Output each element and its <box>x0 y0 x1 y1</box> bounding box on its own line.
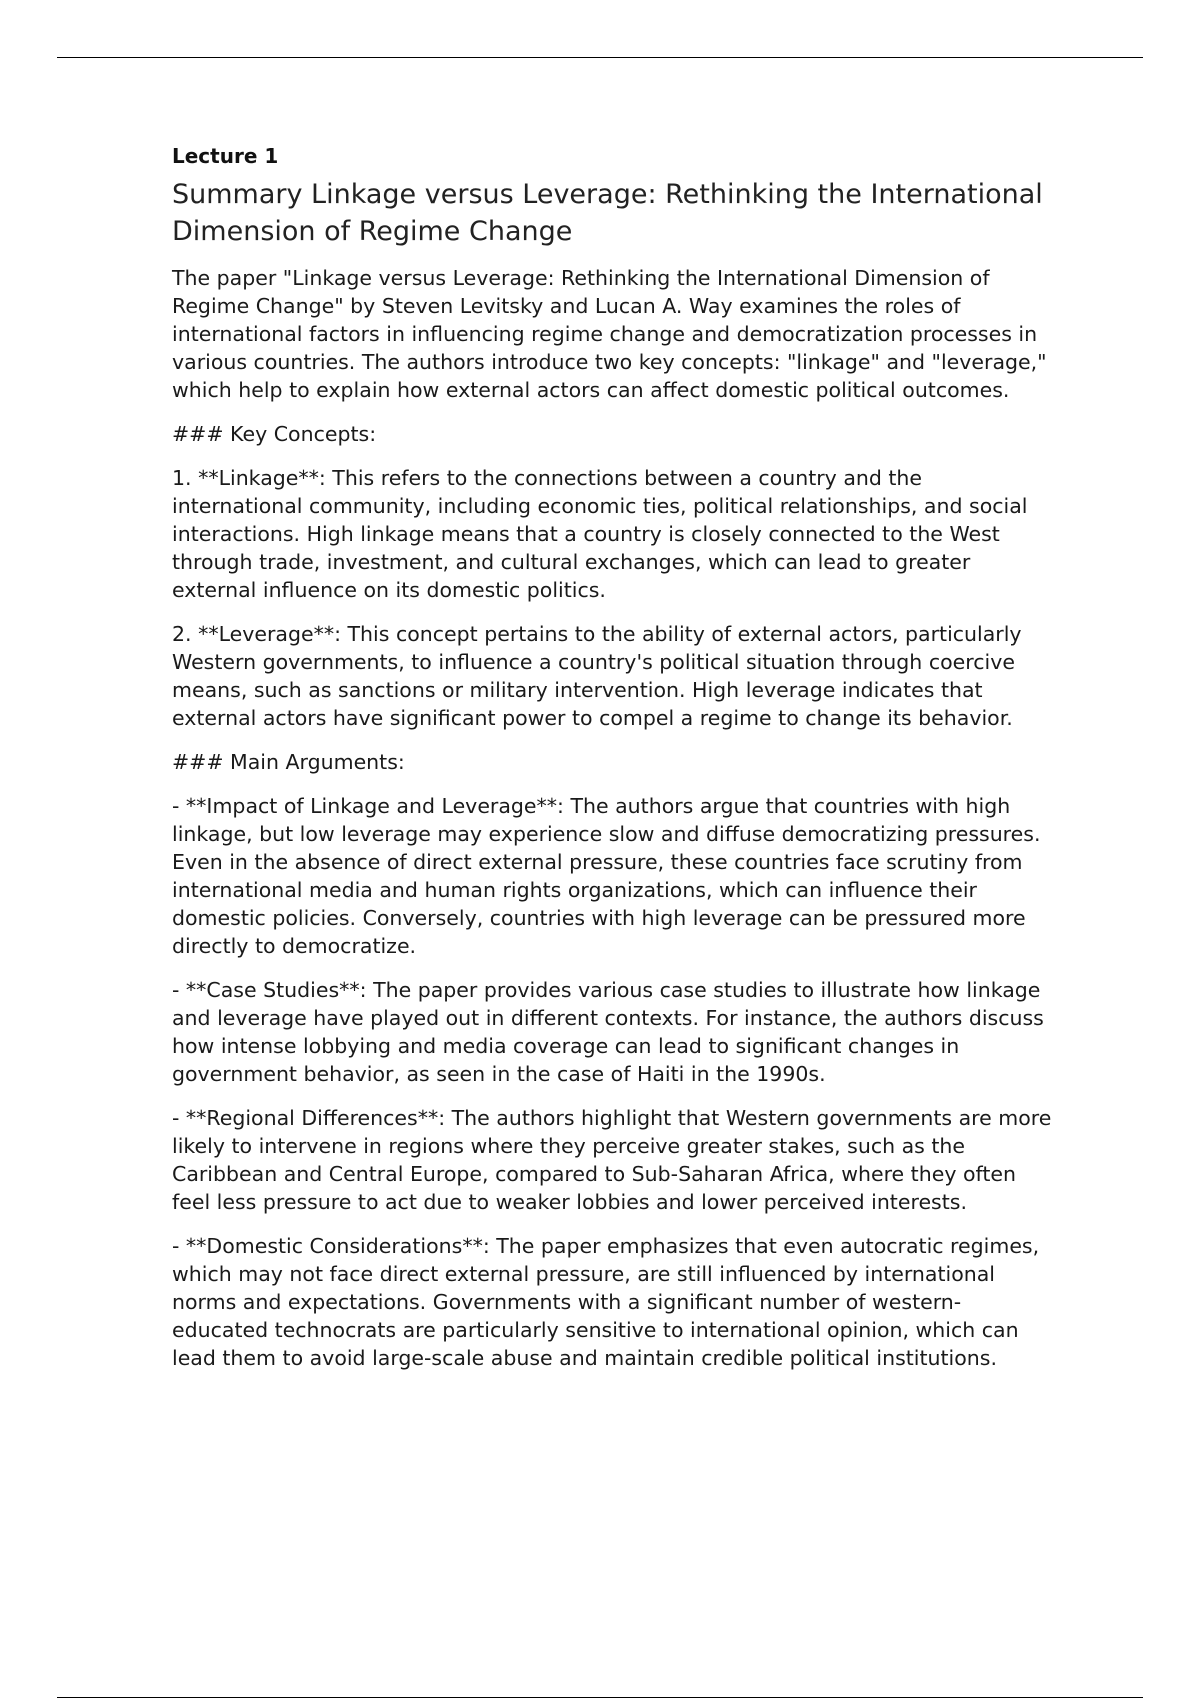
paragraph-intro: The paper "Linkage versus Leverage: Rethinking the International Dimension of Regime Change" by Steven Levitsky and Lucan A. Way examines the roles of international factors in influencing regime change and democratization processes in various countries. The authors introduce two key concepts: "linkage" and "leverage," which help to explain how external actors can affect domestic political outcomes. <box>172 266 1047 402</box>
paragraph-linkage: 1. **Linkage**: This refers to the connections between a country and the international community, including economic ties, political relationships, and social interactions. High linkage means that a country is closely connected to the West through trade, investment, and cultural exchanges, which can lead to greater external influence on its domestic politics. <box>172 466 1028 602</box>
heading-main-arguments: ### Main Arguments: <box>172 750 405 774</box>
bottom-rule <box>57 1697 1143 1698</box>
paragraph-case-studies: - **Case Studies**: The paper provides various case studies to illustrate how linkage and leverage have played out in different contexts. For instance, the authors discuss how intense lobbying and media coverage can lead to significant changes in government behavior, as seen in the case of Haiti in the 1990s. <box>172 978 1044 1086</box>
paragraph-leverage: 2. **Leverage**: This concept pertains to the ability of external actors, particularly Western governments, to influence a country's political situation through coercive means, such as sanctions or military intervention. High leverage indicates that external actors have significant power to compel a regime to change its behavior. <box>172 622 1022 730</box>
document-body <box>172 142 1052 1388</box>
paragraph-domestic-considerations: - **Domestic Considerations**: The paper emphasizes that even autocratic regimes, which may not face direct external pressure, are still influenced by international norms and expectations. Governments with a significant number of western-educated technocrats are particularly sensitive to international opinion, which can lead them to avoid large-scale abuse and maintain credible political institutions. <box>172 1234 1040 1370</box>
heading-key-concepts: ### Key Concepts: <box>172 422 377 446</box>
lecture-label: Lecture 1 <box>172 144 279 168</box>
paragraph-regional-differences: - **Regional Differences**: The authors highlight that Western governments are more likely to intervene in regions where they perceive greater stakes, such as the Caribbean and Central Europe, compared to Sub-Saharan Africa, where they often feel less pressure to act due to weaker lobbies and lower perceived interests. <box>172 1106 1052 1214</box>
document-title: Summary Linkage versus Leverage: Rethinking the International Dimension of Regime Change <box>172 179 1043 247</box>
paragraph-impact: - **Impact of Linkage and Leverage**: The authors argue that countries with high linkage, but low leverage may experience slow and diffuse democratizing pressures. Even in the absence of direct external pressure, these countries face scrutiny from international media and human rights organizations, which can influence their domestic policies. Conversely, countries with high leverage can be pressured more directly to democratize. <box>172 794 1041 958</box>
top-rule <box>57 57 1143 58</box>
